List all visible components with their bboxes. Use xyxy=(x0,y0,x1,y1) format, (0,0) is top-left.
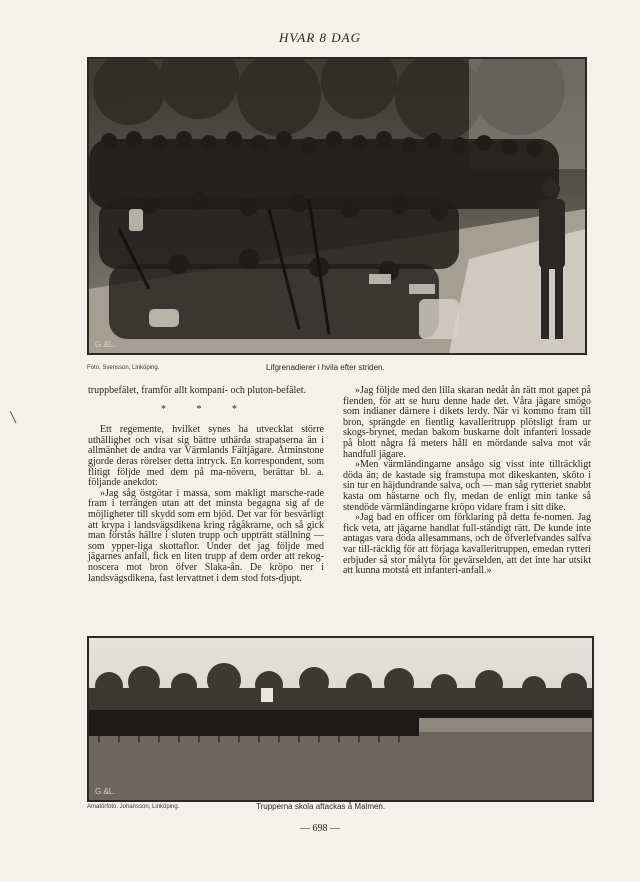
photo-credit-bottom: Amatörfoto. Johansson, Linköping. xyxy=(87,804,180,810)
paragraph: Ett regemente, hvilket synes ha utvecklat större uthällighet och visat sig bättre uthärda strapatserna än i allmänhet de andra var Värmlands Fältjägare. Åtminstone gjorde deras rörelser detta intryck. En korrespondent, som flitigt följde med dem på ma-növern, berättar bl. a. följande anekdot: xyxy=(88,424,324,489)
margin-pencil-mark xyxy=(9,410,17,424)
photo-caption-bottom: Trupperna skola aftackas å Malmen. xyxy=(256,802,386,811)
text-column-right xyxy=(343,386,591,577)
svg-text:G.&L.: G.&L. xyxy=(95,787,116,796)
page-number: — 698 — xyxy=(300,823,340,834)
paragraph: truppbefälet, framför allt kompani- och pluton-befälet. xyxy=(88,385,306,396)
page-header: HVAR 8 DAG xyxy=(279,30,361,45)
paragraph: »Jag bad en officer om förklaring på detta fe-nomen. Jag fick veta, att jägarne handlat full-ständigt rätt. De kunde inte antagas vara döda allesammans, och de öfverlefvandes salfva var till-räcklig för att förjaga kavalleritruppen, emedan rytteri erbjuder så stor målyta för gevärselden, att det inte har utsikt att kunna motstå ett infanteri-anfall.» xyxy=(343,512,591,577)
photo-caption-top: Lifgrenadierer i hvila efter striden. xyxy=(266,363,385,372)
text-column-left xyxy=(88,386,324,584)
svg-text:G.&L.: G.&L. xyxy=(95,340,116,349)
photo-credit-top: Foto. Svensson, Linköping. xyxy=(87,365,160,371)
troops-field-photo xyxy=(87,636,594,802)
paragraph: »Jag följde med den lilla skaran nedåt ån rätt mot gapet på fienden, för att se huru denne hade det. Våra jägare smögo som indianer därnere i dikets lerdy. När vi kommo fram till bron, sprängde en fientlig kavalleritrupp plötsligt fram ur skogs-brynet, medan bakom buskarne dolt infanteri lossade på blott några få meters håll en mördande salva mot vår handfull jägare. xyxy=(343,385,591,460)
soldiers-resting-photo xyxy=(87,57,587,355)
paragraph: »Jag såg östgötar i massa, som makligt marsche-rade fram i terrängen utan att det minsta begagna sig af de möjligheter till skydd som ern bjöd. Det var för besvärligt att krypa i landsvägsdikena kring rågåkrarne, och så gick man förstås hällre i sluten trupp och uppträtt ställning — som ypper-liga skottaflor. Under det jag följde med jägarnes anfall, fick en liten trupp af dem order att rekog-noscera mot bron öfver Slaka-ån. De kröpo ner i landsvägsdikena, fast lervattnet i dem stod fots-djupt. xyxy=(88,487,324,584)
section-separator: * * * xyxy=(161,403,251,415)
paragraph: »Men värmländingarne ansågo sig visst inte tillräckligt döda än; de kastade sig framstupa mot dikeskanten, sköto i sin tur en häjdundrande salva, och — man såg rytteriet snabbt kasta om hästarne och fly, medan de enligt min tanke så stendöde värmländingarne kröpo vidare fram i sitt dike. xyxy=(343,459,591,513)
